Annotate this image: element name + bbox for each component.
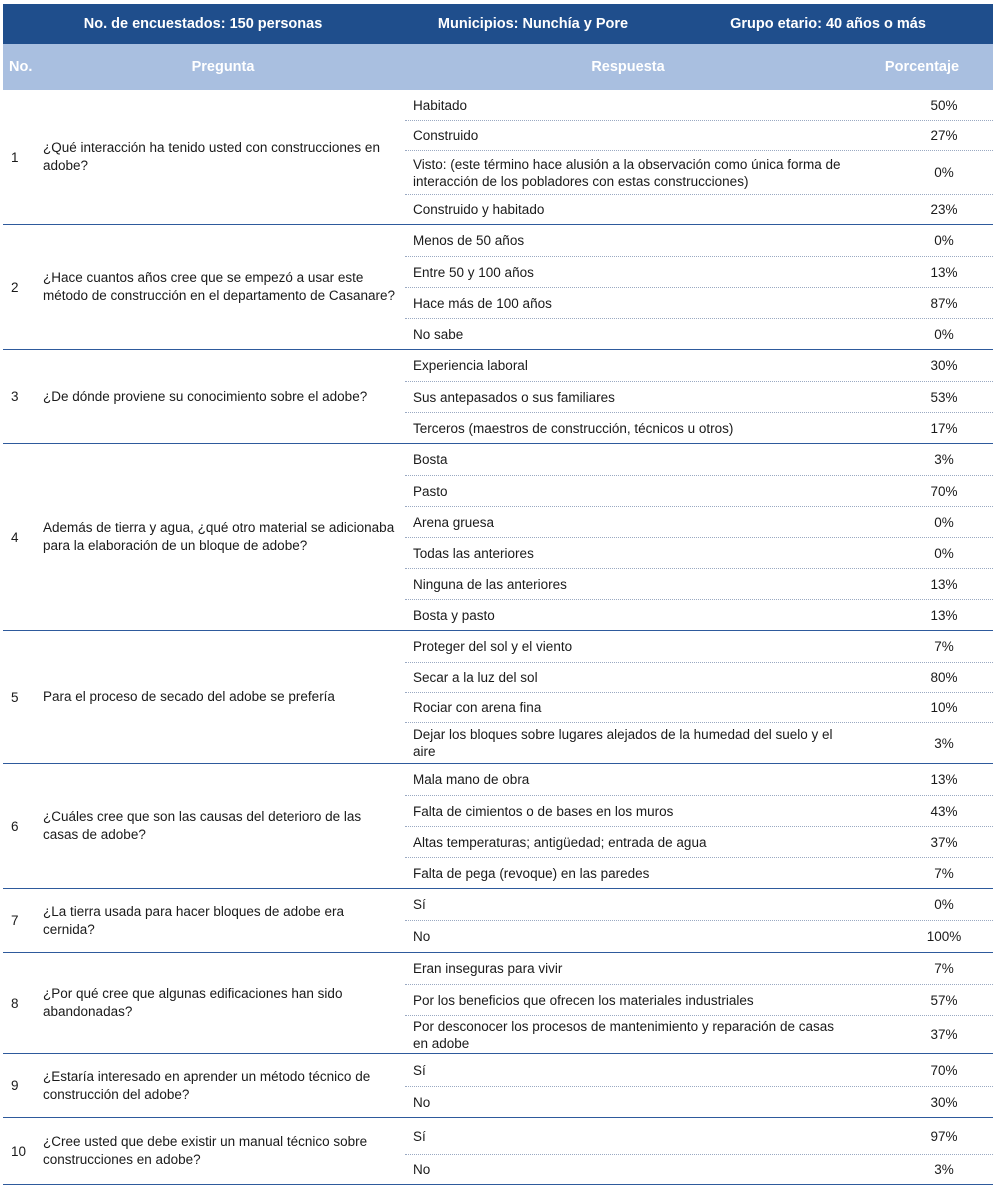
column-header-answer: Respuesta (591, 59, 665, 75)
answer-percent: 7% (934, 639, 954, 654)
question-number: 2 (11, 279, 19, 295)
answer-text: Construido y habitado (413, 202, 545, 217)
answer-row (405, 826, 993, 857)
answer-percent: 13% (930, 264, 958, 280)
answer-row (405, 722, 993, 763)
answer-text: Mala mano de obra (413, 772, 530, 787)
answer-list (405, 225, 993, 349)
answer-text: Sí (413, 1128, 426, 1144)
answer-row (405, 287, 993, 318)
answer-row (405, 920, 993, 952)
answer-percent: 97% (930, 1128, 958, 1144)
question-number: 1 (11, 149, 19, 165)
answer-text: Rociar con arena fina (413, 700, 542, 715)
answer-percent: 3% (934, 452, 954, 467)
column-header-question: Pregunta (191, 59, 255, 75)
answer-percent: 0% (934, 545, 954, 561)
question-group (3, 953, 993, 1054)
answer-list (405, 90, 993, 224)
answer-text: Altas temperaturas; antigüedad; entrada de agua (413, 834, 707, 850)
column-header-percent: Porcentaje (884, 59, 960, 75)
question-text: Para el proceso de secado del adobe se prefería (43, 689, 335, 704)
answer-row (405, 381, 993, 412)
answer-list (405, 350, 993, 443)
question-number: 5 (11, 689, 19, 705)
answer-row (405, 412, 993, 443)
answer-row (405, 1015, 993, 1053)
answer-percent: 3% (934, 735, 954, 751)
answer-percent: 7% (934, 961, 954, 976)
question-number: 6 (11, 818, 19, 834)
answer-row (405, 631, 993, 662)
answer-row (405, 256, 993, 287)
column-header-row (3, 44, 993, 90)
answer-percent: 0% (934, 514, 954, 530)
answer-percent: 0% (934, 326, 954, 342)
answer-row (405, 1086, 993, 1117)
answer-percent: 23% (930, 202, 958, 217)
answer-row (405, 795, 993, 826)
answer-percent: 7% (934, 865, 954, 881)
answer-list (405, 444, 993, 630)
answer-text: Pasto (413, 483, 448, 499)
answer-percent: 30% (930, 358, 958, 373)
answer-text: Entre 50 y 100 años (413, 264, 534, 280)
answer-row (405, 764, 993, 795)
question-number: 9 (11, 1078, 19, 1093)
answer-percent: 70% (930, 1062, 958, 1078)
answer-text: No (413, 1094, 431, 1110)
answer-percent: 0% (934, 233, 954, 248)
question-number: 10 (11, 1143, 27, 1159)
answer-text: Experiencia laboral (413, 358, 528, 373)
answer-text: Sí (413, 1062, 426, 1078)
question-group (3, 1118, 993, 1185)
question-text: ¿Hace cuantos años cree que se empezó a usar este método de construcción en el departamento de Casanare? (43, 270, 395, 303)
question-number: 3 (11, 389, 19, 404)
answer-percent: 30% (930, 1094, 958, 1110)
table-title-bar (3, 4, 993, 44)
answer-percent: 37% (930, 1027, 958, 1042)
answer-percent: 70% (930, 483, 958, 499)
answer-row (405, 120, 993, 150)
answer-row (405, 662, 993, 692)
answer-text: Por los beneficios que ofrecen los materiales industriales (413, 992, 754, 1008)
answer-row (405, 225, 993, 256)
answer-percent: 43% (930, 803, 958, 819)
answer-text: No (413, 1162, 431, 1177)
answer-text: Proteger del sol y el viento (413, 639, 573, 654)
answer-row (405, 984, 993, 1015)
answer-row (405, 506, 993, 537)
question-text: Además de tierra y agua, ¿qué otro material se adicionaba para la elaboración de un bloque de adobe? (43, 520, 395, 553)
answer-percent: 13% (930, 607, 958, 623)
answer-row (405, 857, 993, 888)
answer-percent: 53% (930, 389, 958, 405)
answer-percent: 13% (930, 576, 958, 592)
answer-percent: 50% (930, 97, 958, 113)
question-group (3, 631, 993, 764)
question-group (3, 889, 993, 953)
question-text: ¿La tierra usada para hacer bloques de adobe era cernida? (43, 903, 344, 937)
answer-row (405, 90, 993, 120)
answer-text: Visto: (este término hace alusión a la observación como única forma de interacción de los pobladores con estas construcciones) (413, 156, 841, 189)
answer-list (405, 764, 993, 888)
column-header-no: No. (9, 59, 33, 75)
answer-row (405, 692, 993, 722)
answer-text: Bosta y pasto (413, 607, 495, 623)
answer-percent: 3% (934, 1162, 954, 1177)
answer-text: Por desconocer los procesos de mantenimiento y reparación de casas en adobe (413, 1018, 834, 1051)
answer-row (405, 1118, 993, 1154)
answer-text: Sí (413, 897, 426, 912)
answer-percent: 80% (930, 670, 958, 685)
question-text: ¿De dónde proviene su conocimiento sobre el adobe? (43, 388, 368, 404)
answer-list (405, 1118, 993, 1184)
answer-row (405, 350, 993, 381)
answer-row (405, 194, 993, 224)
answer-row (405, 953, 993, 984)
answer-row (405, 475, 993, 506)
question-group (3, 90, 993, 225)
answer-percent: 13% (930, 772, 958, 787)
question-group (3, 225, 993, 350)
answer-text: Terceros (maestros de construcción, técnicos u otros) (413, 420, 734, 436)
answer-text: Sus antepasados o sus familiares (413, 389, 615, 405)
answer-percent: 10% (930, 700, 958, 715)
question-group (3, 350, 993, 444)
answer-row (405, 150, 993, 194)
question-group (3, 1054, 993, 1118)
answer-text: Construido (413, 128, 479, 143)
answer-percent: 17% (930, 420, 958, 436)
answer-text: Dejar los bloques sobre lugares alejados de la humedad del suelo y el aire (413, 727, 833, 759)
answer-text: Arena gruesa (413, 514, 495, 530)
answer-text: Falta de pega (revoque) en las paredes (413, 865, 650, 881)
answer-row (405, 889, 993, 920)
answer-text: Eran inseguras para vivir (413, 961, 563, 976)
answer-row (405, 1154, 993, 1184)
answer-text: Ninguna de las anteriores (413, 576, 567, 592)
answer-text: Bosta (413, 452, 448, 467)
answer-percent: 87% (930, 295, 958, 311)
answer-percent: 0% (934, 165, 954, 180)
answer-list (405, 889, 993, 952)
answer-text: No sabe (413, 326, 464, 342)
question-number: 7 (11, 913, 19, 928)
question-number: 4 (11, 529, 19, 545)
answer-percent: 0% (934, 897, 954, 912)
answer-row (405, 537, 993, 568)
answer-list (405, 1054, 993, 1117)
answer-row (405, 599, 993, 630)
answer-row (405, 444, 993, 475)
answer-row (405, 1054, 993, 1086)
question-group (3, 764, 993, 889)
answer-text: Menos de 50 años (413, 233, 525, 248)
question-group (3, 444, 993, 631)
answer-list (405, 953, 993, 1053)
age-group-label: Grupo etario: 40 años o más (730, 16, 926, 32)
question-number: 8 (11, 995, 19, 1011)
answer-percent: 27% (930, 128, 958, 143)
answer-text: Secar a la luz del sol (413, 670, 538, 685)
answer-list (405, 631, 993, 763)
question-text: ¿Por qué cree que algunas edificaciones han sido abandonadas? (43, 986, 343, 1019)
table-body (3, 90, 993, 1185)
answer-percent: 37% (930, 834, 958, 850)
question-text: ¿Qué interacción ha tenido usted con construcciones en adobe? (43, 140, 380, 173)
municipalities-label: Municipios: Nunchía y Pore (437, 16, 629, 32)
respondents-label: No. de encuestados: 150 personas (83, 16, 323, 32)
question-text: ¿Estaría interesado en aprender un método técnico de construcción del adobe? (43, 1068, 371, 1102)
answer-percent: 57% (930, 992, 958, 1008)
question-text: ¿Cuáles cree que son las causas del deterioro de las casas de adobe? (43, 809, 362, 842)
answer-text: Falta de cimientos o de bases en los muros (413, 803, 674, 819)
answer-row (405, 568, 993, 599)
answer-text: Habitado (413, 97, 468, 113)
answer-text: Hace más de 100 años (413, 295, 552, 311)
answer-text: Todas las anteriores (413, 545, 534, 561)
answer-text: No (413, 929, 431, 944)
answer-row (405, 318, 993, 349)
question-text: ¿Cree usted que debe existir un manual técnico sobre construcciones en adobe? (43, 1134, 368, 1167)
answer-percent: 100% (926, 929, 962, 944)
